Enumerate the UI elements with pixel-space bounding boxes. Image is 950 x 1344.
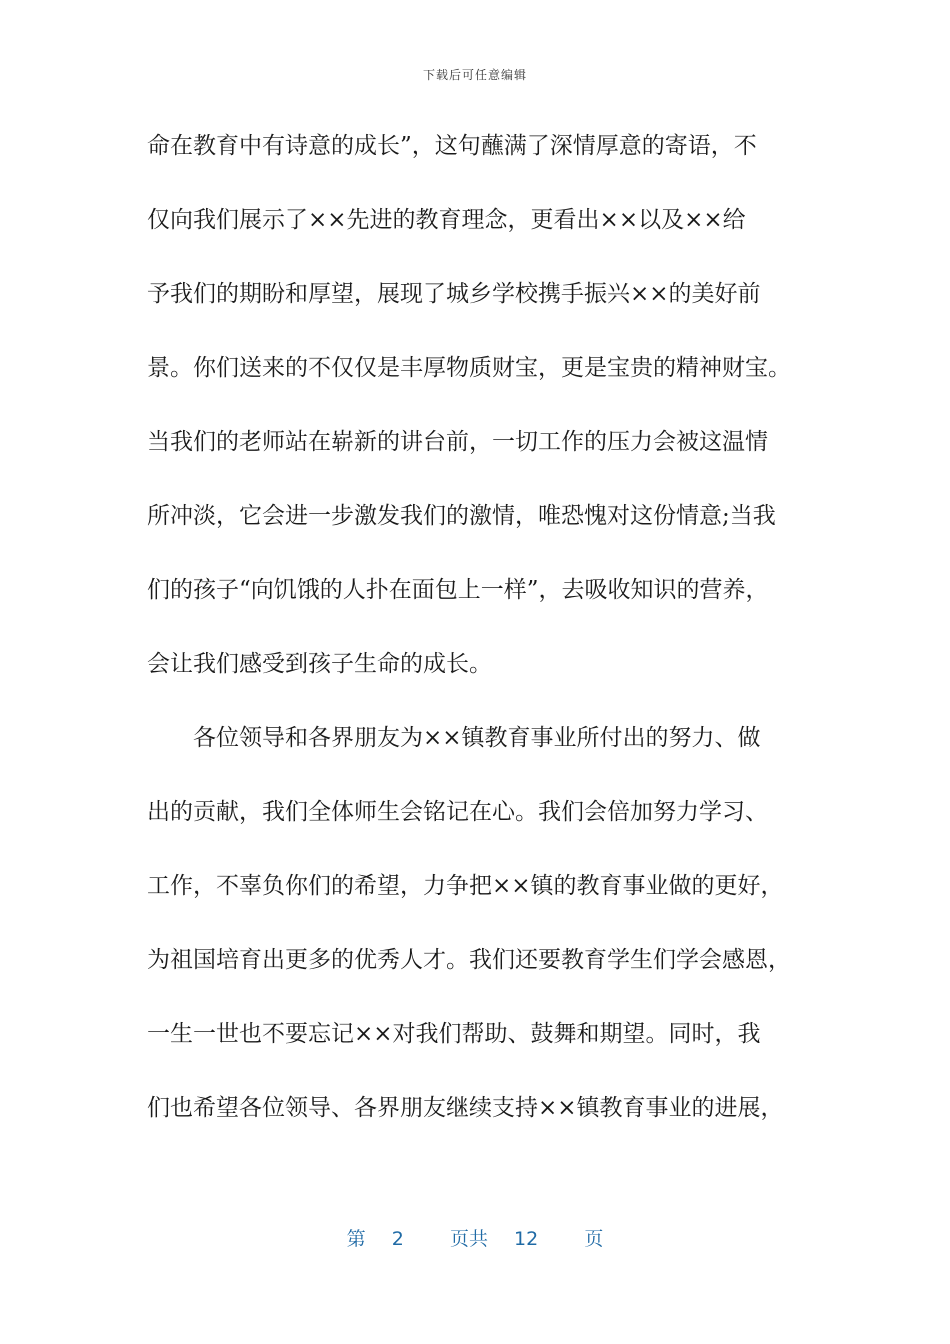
footer-middle: 页共 (449, 1228, 488, 1250)
body-line: 为祖国培育出更多的优秀人才。我们还要教育学生们学会感恩， (147, 947, 791, 973)
total-pages-number: 12 (514, 1228, 539, 1250)
body-line: 景。你们送来的不仅仅是丰厚物质财宝，更是宝贵的精神财宝。 (147, 355, 791, 381)
body-line: 们也希望各位领导、各界朋友继续支持××镇教育事业的进展， (147, 1095, 784, 1121)
body-line: 各位领导和各界朋友为××镇教育事业所付出的努力、做 (147, 725, 761, 751)
body-line: 工作，不辜负你们的希望，力争把××镇的教育事业做的更好， (147, 873, 784, 899)
body-line: 仅向我们展示了××先进的教育理念，更看出××以及××给 (147, 207, 746, 233)
body-line: 们的孩子“向饥饿的人扑在面包上一样”，去吸收知识的营养， (147, 577, 769, 603)
body-line: 会让我们感受到孩子生命的成长。 (147, 651, 492, 677)
current-page-number: 2 (391, 1228, 404, 1250)
body-line: 予我们的期盼和厚望，展现了城乡学校携手振兴××的美好前 (147, 281, 761, 307)
footer-prefix: 第 (346, 1228, 366, 1250)
footer-suffix: 页 (584, 1228, 604, 1250)
page-header: 下载后可任意编辑 (422, 68, 527, 82)
body-line: 出的贡献，我们全体师生会铭记在心。我们会倍加努力学习、 (147, 799, 768, 825)
body-line: 当我们的老师站在崭新的讲台前，一切工作的压力会被这温情 (147, 429, 768, 455)
body-line: 所冲淡，它会进一步激发我们的激情，唯恐愧对这份情意;当我 (147, 503, 776, 529)
body-line: 命在教育中有诗意的成长”，这句蘸满了深情厚意的寄语，不 (147, 133, 757, 159)
body-line: 一生一世也不要忘记××对我们帮助、鼓舞和期望。同时，我 (147, 1021, 761, 1047)
body-text (147, 122, 807, 1158)
page-footer (0, 1224, 950, 1251)
